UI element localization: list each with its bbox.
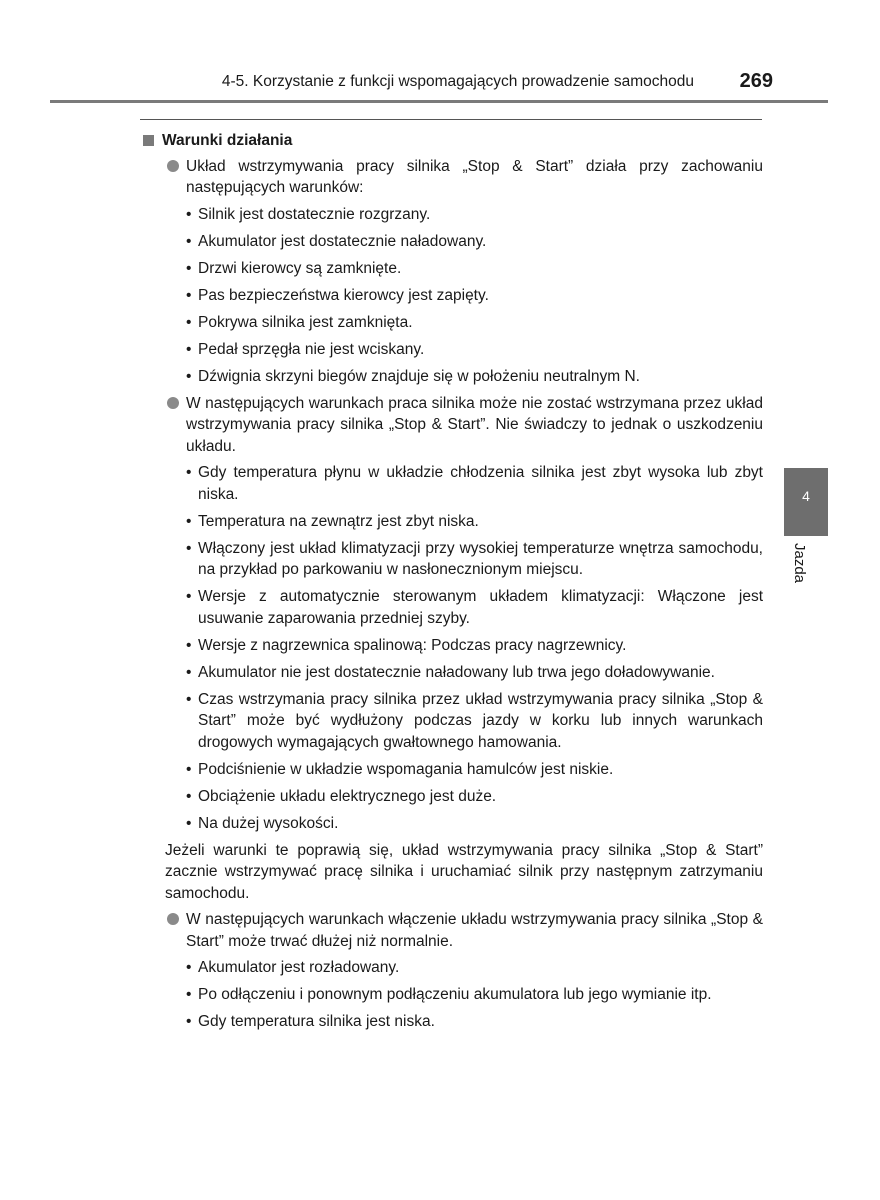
section-heading	[143, 130, 763, 152]
chapter-label: Jazda	[791, 543, 808, 584]
list-item: • Akumulator jest dostatecznie naładowany.	[143, 231, 763, 253]
dot-bullet: •	[186, 1013, 192, 1030]
list-item: • Czas wstrzymania pracy silnika przez układ wstrzymywania pracy silnika „Stop & Start” może być wydłużony podczas jazdy w korku lub innych warunkach drogowych wymagających gwałtownego hamowania.	[186, 690, 763, 751]
dot-bullet: •	[186, 959, 192, 976]
circle-bullet-icon	[167, 160, 179, 172]
dot-bullet: •	[186, 636, 192, 654]
section-heading-text: Warunki działania	[162, 132, 293, 149]
list-item: • Wersje z automatycznie sterowanym układem klimatyzacji: Włączone jest usuwanie zaparowania przedniej szyby.	[186, 588, 763, 627]
circle-bullet-icon	[167, 913, 179, 925]
follow-up-paragraph: Jeżeli warunki te poprawią się, układ wstrzymywania pracy silnika „Stop & Start” zacznie wstrzymywać pracę silnika i uruchamiać silnik przy następnym zatrzymaniu samochodu.	[165, 841, 763, 902]
list-item: • Gdy temperatura płynu w układzie chłodzenia silnika jest zbyt wysoka lub zbyt niska.	[186, 464, 763, 503]
dot-bullet: •	[186, 464, 192, 481]
chapter-tab	[784, 468, 828, 536]
page-number: 269	[739, 70, 773, 92]
list-item: • Gdy temperatura silnika jest niska.	[143, 1011, 763, 1033]
running-header-title: 4-5. Korzystanie z funkcji wspomagających prowadzenie samochodu	[221, 73, 694, 90]
list-item: • Silnik jest dostatecznie rozgrzany.	[143, 204, 763, 226]
sub-list	[143, 957, 763, 1033]
list-item: • Akumulator jest rozładowany.	[143, 957, 763, 979]
list-item: • Podciśnienie w układzie wspomagania hamulców jest niskie.	[143, 759, 763, 781]
dot-bullet: •	[186, 313, 192, 331]
list-item: • Po odłączeniu i ponownym podłączeniu akumulatora lub jego wymianie itp.	[143, 984, 763, 1006]
list-item: • Wersje z nagrzewnica spalinową: Podczas pracy nagrzewnicy.	[143, 635, 763, 657]
dot-bullet: •	[186, 814, 192, 832]
list-item: • Drzwi kierowcy są zamknięte.	[143, 258, 763, 280]
circle-item	[143, 393, 763, 458]
dot-bullet: •	[186, 690, 192, 708]
list-item: • Pedał sprzęgła nie jest wciskany.	[143, 339, 763, 361]
dot-bullet: •	[186, 512, 192, 530]
square-bullet-icon	[143, 135, 154, 146]
dot-bullet: •	[186, 588, 192, 605]
section-rule	[140, 119, 762, 120]
list-item: • Dźwignia skrzyni biegów znajduje się w położeniu neutralnym N.	[143, 366, 763, 388]
circle-item	[143, 909, 763, 952]
list-item: • Na dużej wysokości.	[143, 813, 763, 835]
circle-item-text: W następujących warunkach włączenie układu wstrzymywania pracy silnika „Stop & Start” może trwać dłużej niż normalnie.	[186, 911, 763, 950]
dot-bullet: •	[186, 286, 192, 304]
sub-list	[143, 204, 763, 388]
list-item: • Włączony jest układ klimatyzacji przy wysokiej temperaturze wnętrza samochodu, na przykład po parkowaniu w nasłonecznionym miejscu.	[186, 539, 763, 578]
sub-list	[143, 462, 763, 834]
list-item: • Obciążenie układu elektrycznego jest duże.	[143, 786, 763, 808]
list-item: • Akumulator nie jest dostatecznie naładowany lub trwa jego doładowywanie.	[143, 662, 763, 684]
dot-bullet: •	[186, 259, 192, 277]
list-item: • Pas bezpieczeństwa kierowcy jest zapięty.	[143, 285, 763, 307]
dot-bullet: •	[186, 787, 192, 805]
list-item: • Pokrywa silnika jest zamknięta.	[143, 312, 763, 334]
dot-bullet: •	[186, 232, 192, 250]
dot-bullet: •	[186, 367, 192, 385]
dot-bullet: •	[186, 760, 192, 778]
dot-bullet: •	[186, 205, 192, 223]
dot-bullet: •	[186, 986, 192, 1003]
circle-item-text: W następujących warunkach praca silnika może nie zostać wstrzymana przez układ wstrzymywania pracy silnika „Stop & Start”. Nie świadczy to jednak o uszkodzeniu układu.	[186, 394, 763, 455]
circle-bullet-icon	[167, 397, 179, 409]
list-item: • Temperatura na zewnątrz jest zbyt niska.	[143, 511, 763, 533]
dot-bullet: •	[186, 340, 192, 358]
circle-item	[143, 156, 763, 199]
header-rule	[50, 100, 828, 103]
chapter-number: 4	[802, 488, 810, 504]
dot-bullet: •	[186, 539, 192, 557]
circle-item-text: Układ wstrzymywania pracy silnika „Stop & Start” działa przy zachowaniu następujących warunków:	[186, 157, 763, 196]
main-content	[143, 130, 763, 1038]
dot-bullet: •	[186, 663, 192, 681]
